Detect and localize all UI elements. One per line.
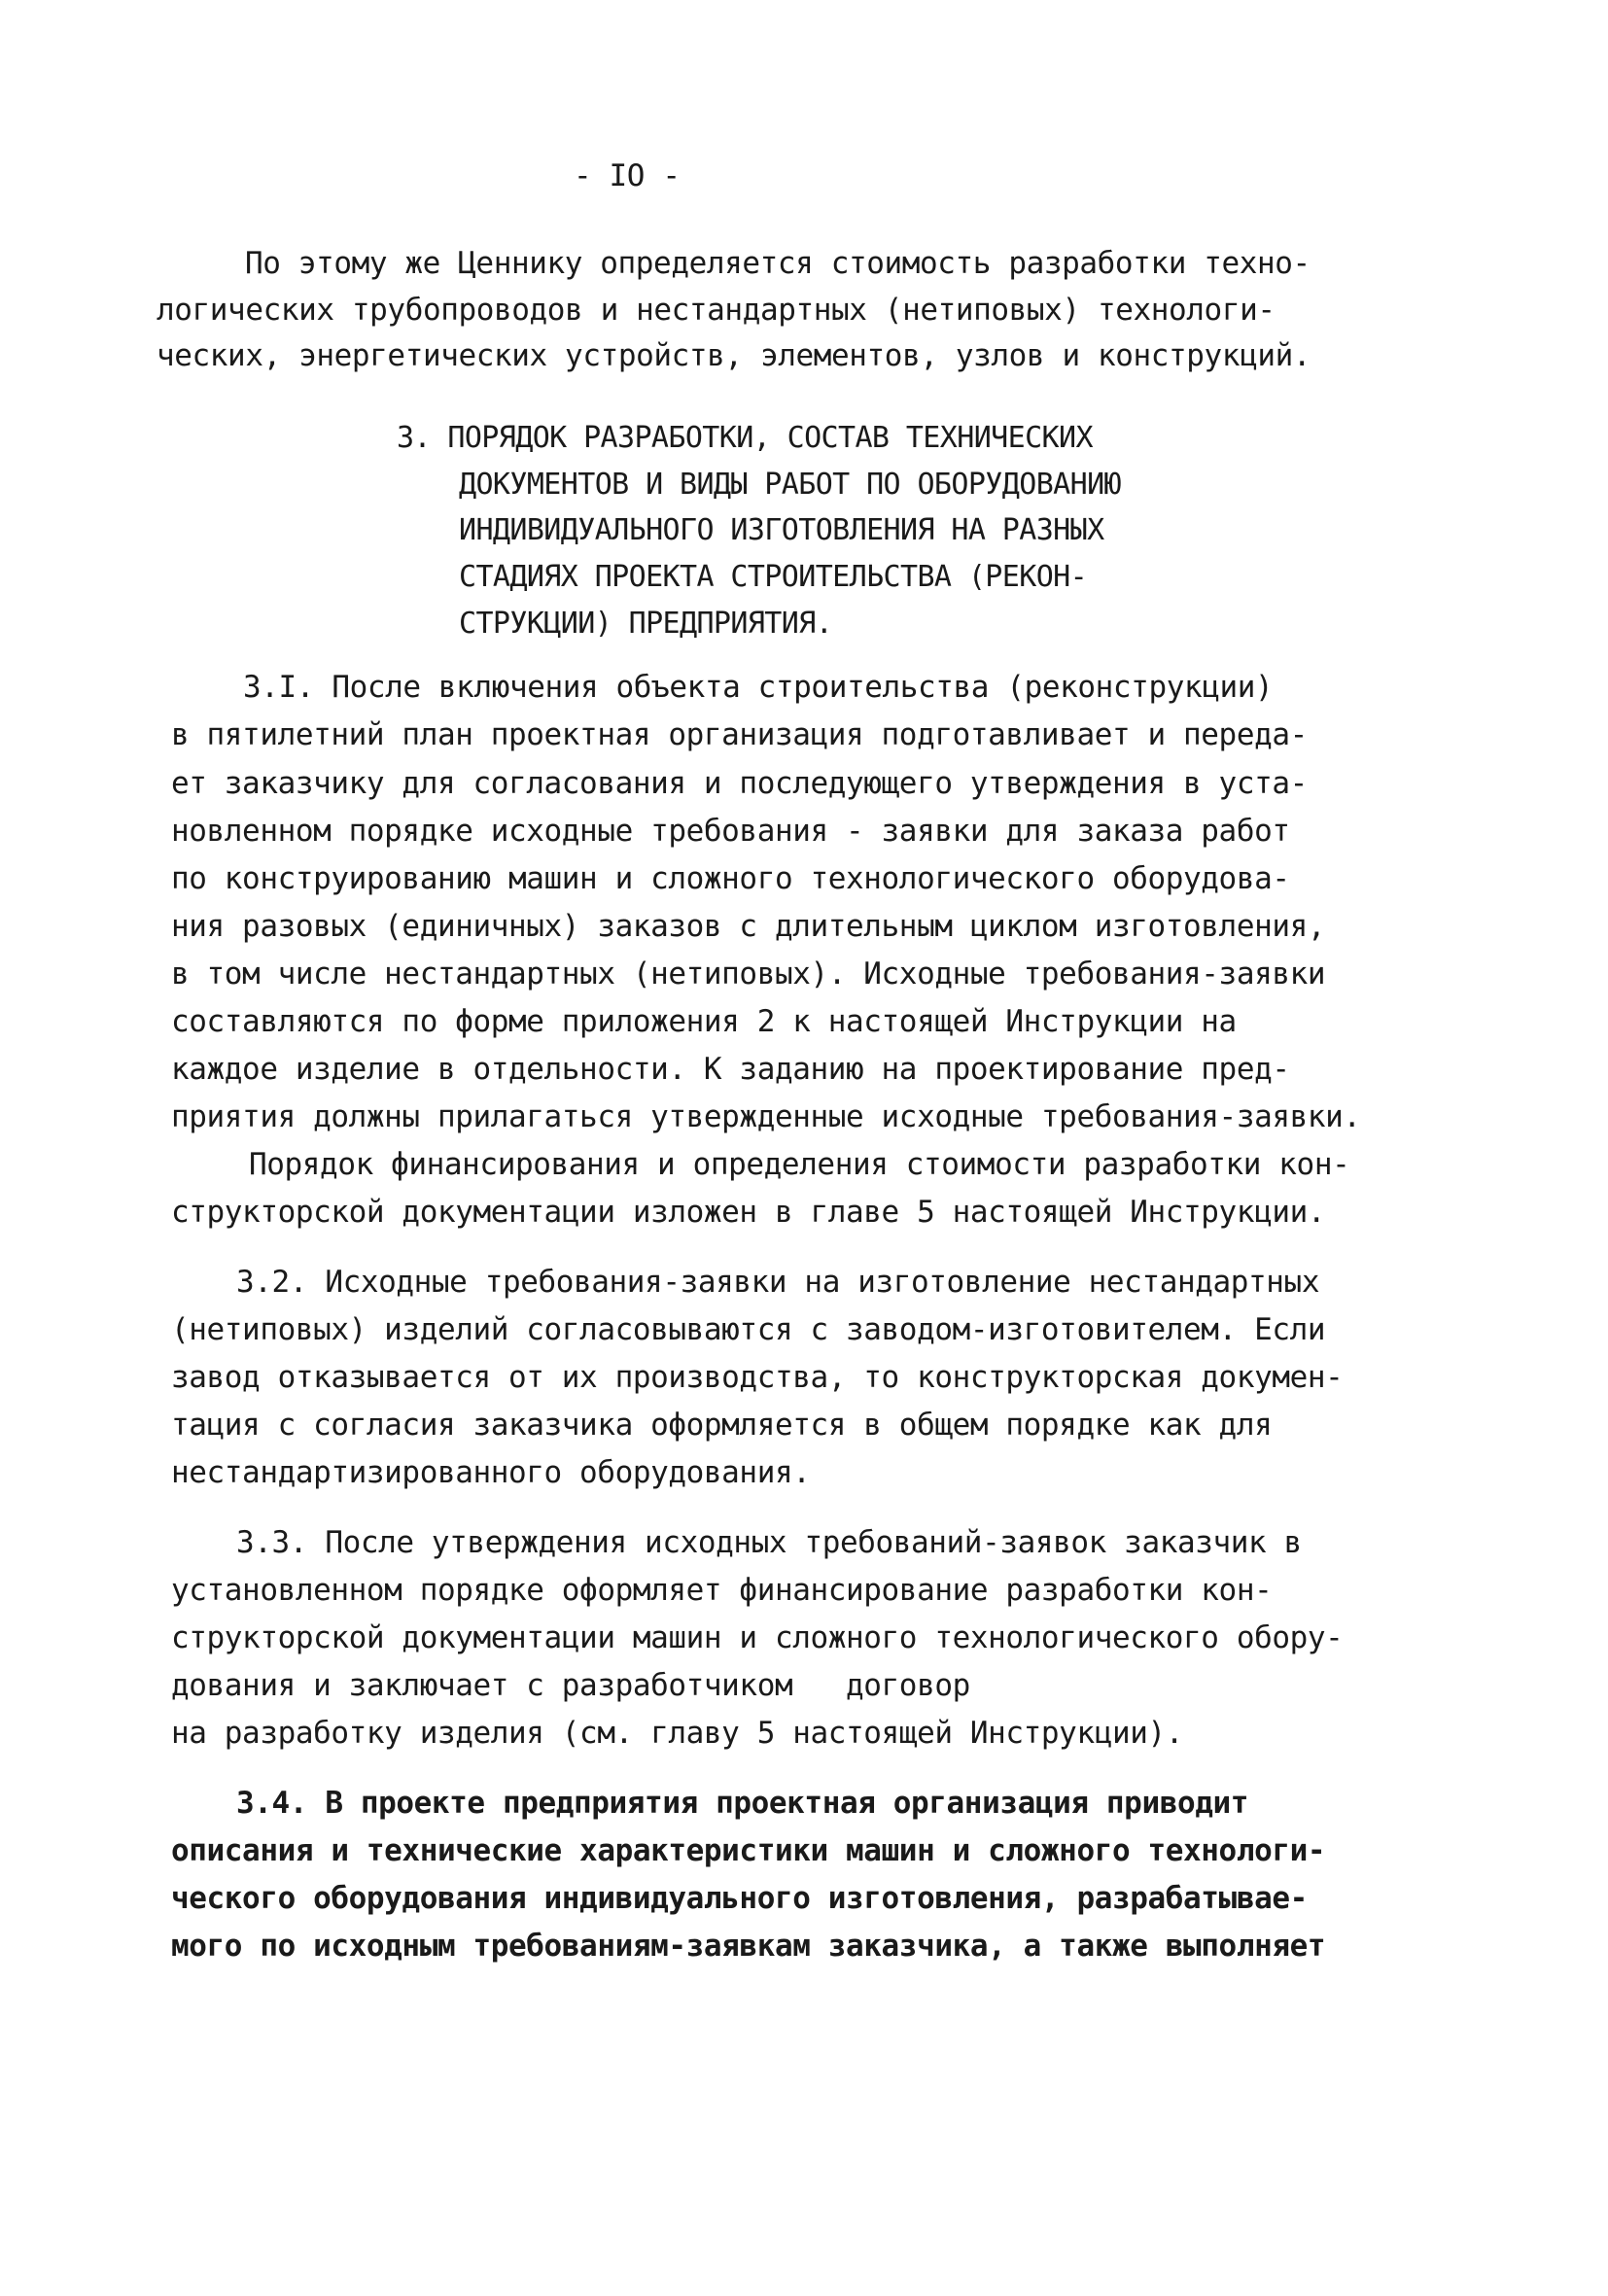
p3-1-line-2: в пятилетний план проектная организация подготавливает и переда- — [171, 717, 1308, 752]
p3-1-line-6: ния разовых (единичных) заказов с длительным циклом изготовления, — [171, 909, 1326, 944]
p3-2-line-2: (нетиповых) изделий согласовываются с заводом-изготовителем. Если — [171, 1312, 1326, 1347]
p3-1-line-4: новленном порядке исходные требования - заявки для заказа работ — [171, 814, 1290, 849]
p3-3-line-3: структорской документации машин и сложного технологического обору- — [171, 1620, 1344, 1655]
intro-line-2: логических трубопроводов и нестандартных (нетиповых) технологи- — [157, 293, 1276, 328]
p3-3-line-1: 3.3. После утверждения исходных требований-заявок заказчик в — [236, 1525, 1302, 1560]
p3-1b-line-1: Порядок финансирования и определения стоимости разработки кон- — [249, 1147, 1350, 1182]
p3-4-line-4: мого по исходным требованиям-заявкам заказчика, а также выполняет — [171, 1929, 1326, 1964]
p3-1-line-10: приятия должны прилагаться утвержденные исходные требования-заявки. — [171, 1099, 1361, 1134]
section-heading-line-3: ИНДИВИДУАЛЬНОГО ИЗГОТОВЛЕНИЯ НА РАЗНЫХ — [459, 513, 1104, 547]
page-number: - IO - — [574, 158, 681, 193]
section-heading-line-2: ДОКУМЕНТОВ И ВИДЫ РАБОТ ПО ОБОРУДОВАНИЮ — [459, 468, 1121, 502]
intro-line-1: По этому же Ценнику определяется стоимость разработки техно- — [245, 246, 1311, 281]
p3-3-line-2: установленном порядке оформляет финансирование разработки кон- — [171, 1573, 1273, 1608]
section-heading-line-5: СТРУКЦИИ) ПРЕДПРИЯТИЯ. — [459, 607, 833, 641]
p3-3-line-5: на разработку изделия (см. главу 5 настоящей Инструкции). — [171, 1716, 1184, 1751]
p3-1-line-7: в том числе нестандартных (нетиповых). Исходные требования-заявки — [171, 957, 1326, 991]
p3-1-line-5: по конструированию машин и сложного технологического оборудова- — [171, 861, 1290, 896]
p3-2-line-3: завод отказывается от их производства, то конструкторская докумен- — [171, 1360, 1344, 1395]
p3-1-line-1: 3.I. После включения объекта строительства (реконструкции) — [243, 670, 1274, 705]
p3-3-line-4: дования и заключает с разработчиком договор — [171, 1668, 970, 1703]
intro-line-3: ческих, энергетических устройств, элементов, узлов и конструкций. — [157, 338, 1311, 373]
p3-1-line-8: составляются по форме приложения 2 к настоящей Инструкции на — [171, 1004, 1237, 1039]
p3-2-line-4: тация с согласия заказчика оформляется в общем порядке как для — [171, 1408, 1273, 1443]
section-heading-line-4: СТАДИЯХ ПРОЕКТА СТРОИТЕЛЬСТВА (РЕКОН- — [459, 560, 1088, 594]
p3-4-line-2: описания и технические характеристики машин и сложного технологи- — [171, 1833, 1326, 1868]
p3-1-line-3: ет заказчику для согласования и последующего утверждения в уста- — [171, 766, 1308, 801]
p3-2-line-1: 3.2. Исходные требования-заявки на изготовление нестандартных — [236, 1265, 1320, 1300]
p3-2-line-5: нестандартизированного оборудования. — [171, 1455, 811, 1490]
p3-1-line-9: каждое изделие в отдельности. К заданию на проектирование пред- — [171, 1052, 1290, 1087]
section-heading-line-1: 3. ПОРЯДОК РАЗРАБОТКИ, СОСТАВ ТЕХНИЧЕСКИХ — [397, 421, 1093, 455]
p3-4-line-1: 3.4. В проекте предприятия проектная организация приводит — [236, 1786, 1249, 1821]
p3-1b-line-2: структорской документации изложен в главе 5 настоящей Инструкции. — [171, 1195, 1326, 1230]
p3-4-line-3: ческого оборудования индивидуального изготовления, разрабатывае- — [171, 1881, 1308, 1916]
